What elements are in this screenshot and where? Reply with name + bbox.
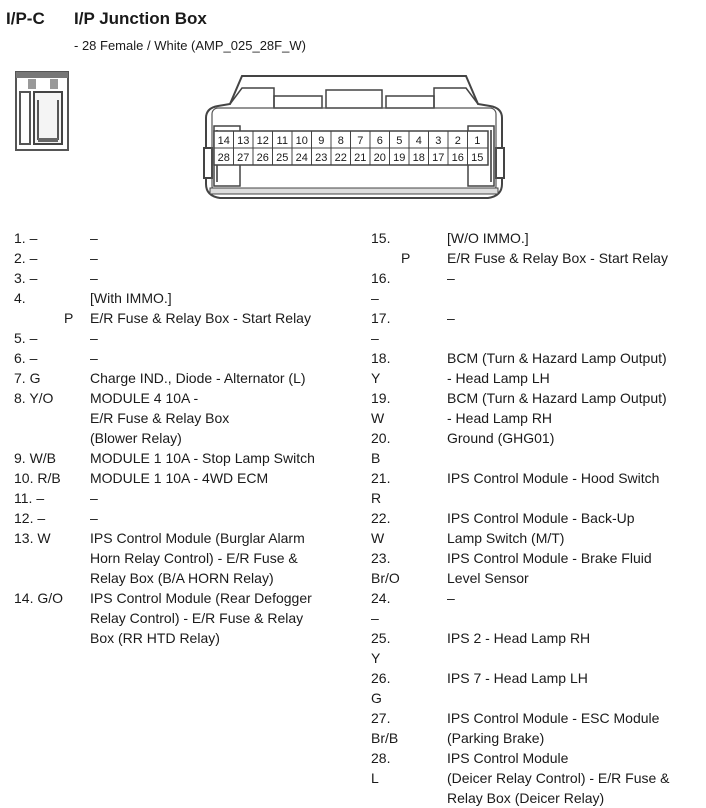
pin-description: IPS 2 - Head Lamp RH <box>447 630 591 646</box>
pin-wire-color <box>64 268 90 288</box>
pin-entry <box>14 348 360 368</box>
pin-wire-color <box>64 228 90 248</box>
pin-entry <box>14 528 360 588</box>
pin-entry <box>371 388 706 428</box>
connector-pin-number: 18 <box>412 152 425 164</box>
connector-pin-number: 7 <box>357 135 364 147</box>
pin-description: – <box>447 590 455 606</box>
pin-description: IPS Control Module - ESC Module (Parking Brake) <box>447 710 660 746</box>
connector-pin-number: 25 <box>276 152 289 164</box>
pin-description: E/R Fuse & Relay Box - Start Relay <box>90 310 311 326</box>
pin-entry <box>14 328 360 348</box>
pin-wire-color <box>64 328 90 348</box>
pin-entry <box>14 448 360 468</box>
connector-pin-number: 24 <box>295 152 308 164</box>
pin-description: Ground (GHG01) <box>447 430 555 446</box>
pin-number: 7. G <box>14 370 41 386</box>
pin-entry <box>371 668 706 708</box>
connector-pin-number: 12 <box>256 135 269 147</box>
pin-description: – <box>90 510 98 526</box>
connector-pin-number: 21 <box>354 152 367 164</box>
pin-number: 23. Br/O <box>371 550 400 586</box>
pin-entry <box>14 508 360 528</box>
pin-description: BCM (Turn & Hazard Lamp Output) - Head Lamp LH <box>447 350 667 386</box>
connector-pin-number: 13 <box>237 135 250 147</box>
pin-description: [With IMMO.] <box>90 290 172 306</box>
pin-wire-color <box>64 388 90 448</box>
pin-description: IPS Control Module - Back-Up Lamp Switch (M/T) <box>447 510 635 546</box>
pin-entry <box>371 228 706 248</box>
connector-pin-number: 15 <box>471 152 484 164</box>
pin-number: 10. R/B <box>14 470 61 486</box>
pin-wire-color <box>64 528 90 588</box>
pin-wire-color <box>401 708 447 748</box>
connector-pin-number: 20 <box>373 152 386 164</box>
pin-wire-color <box>64 468 90 488</box>
pin-number: 4. <box>14 290 26 306</box>
pin-number: 26. G <box>371 670 391 706</box>
pin-number: 3. – <box>14 270 38 286</box>
pin-description: IPS Control Module - Brake Fluid Level Sensor <box>447 550 652 586</box>
pin-wire-color: P <box>401 250 411 266</box>
pin-wire-color <box>64 368 90 388</box>
connector-pin-number: 14 <box>217 135 230 147</box>
pin-entry <box>371 428 706 468</box>
pin-number: 18. Y <box>371 350 391 386</box>
pin-description: IPS Control Module (Burglar Alarm Horn Relay Control) - E/R Fuse & Relay Box (B/A HORN Relay) <box>90 530 305 586</box>
pin-wire-color: P <box>64 310 74 326</box>
pin-entry <box>14 248 360 268</box>
page-title: I/P Junction Box <box>74 9 207 28</box>
pin-number: 22. W <box>371 510 391 546</box>
pin-description: IPS Control Module (Rear Defogger Relay Control) - E/R Fuse & Relay Box (RR HTD Relay) <box>90 590 312 646</box>
pin-list-right <box>371 228 706 808</box>
pin-entry <box>371 308 706 348</box>
pin-description: IPS Control Module - Hood Switch <box>447 470 660 486</box>
pin-number: 27. Br/B <box>371 710 399 746</box>
connector-face-diagram <box>202 68 506 202</box>
connector-pin-number: 27 <box>237 152 250 164</box>
pin-wire-color <box>401 388 447 428</box>
pin-entry <box>14 288 360 308</box>
pin-number: 1. – <box>14 230 38 246</box>
pin-description: – <box>90 490 98 506</box>
pin-wire-color <box>64 248 90 268</box>
pin-number: 8. Y/O <box>14 390 54 406</box>
connector-pin-number: 1 <box>474 135 481 147</box>
pin-entry <box>14 228 360 248</box>
pin-wire-color <box>401 668 447 708</box>
pin-wire-color <box>64 488 90 508</box>
pin-wire-color <box>401 228 447 248</box>
pin-number: 2. – <box>14 250 38 266</box>
pin-entry <box>14 368 360 388</box>
pin-wire-color <box>64 588 90 648</box>
connector-subtitle: - 28 Female / White (AMP_025_28F_W) <box>74 38 306 53</box>
connector-thumbnail <box>14 70 70 152</box>
pin-entry <box>371 248 706 268</box>
pin-wire-color <box>64 508 90 528</box>
pin-description: BCM (Turn & Hazard Lamp Output) - Head Lamp RH <box>447 390 667 426</box>
pin-description: E/R Fuse & Relay Box - Start Relay <box>447 250 668 266</box>
pin-number: 19. W <box>371 390 391 426</box>
connector-pin-number: 28 <box>217 152 230 164</box>
pin-wire-color <box>401 748 447 808</box>
pin-number: 11. – <box>14 490 45 506</box>
pin-description: MODULE 1 10A - 4WD ECM <box>90 470 269 486</box>
connector-pin-number: 23 <box>315 152 328 164</box>
pin-description: – <box>90 350 98 366</box>
pin-number <box>14 308 64 328</box>
pin-entry <box>371 748 706 808</box>
connector-code: I/P-C <box>6 9 45 28</box>
pin-wire-color <box>64 288 90 308</box>
pin-number: 15. <box>371 230 391 246</box>
pin-description: – <box>447 270 455 286</box>
pin-number: 13. W <box>14 530 51 546</box>
pin-description: IPS Control Module (Deicer Relay Control) - E/R Fuse & Relay Box (Deicer Relay) <box>447 750 670 806</box>
pin-number: 5. – <box>14 330 38 346</box>
pin-entry <box>371 628 706 668</box>
connector-pin-number: 6 <box>376 135 383 147</box>
pin-entry <box>14 468 360 488</box>
pin-number <box>371 248 401 268</box>
pin-entry <box>371 268 706 308</box>
pin-wire-color <box>401 628 447 668</box>
connector-pin-number: 9 <box>318 135 325 147</box>
pin-number: 12. – <box>14 510 46 526</box>
pin-entry <box>371 508 706 548</box>
connector-pin-number: 11 <box>276 135 288 147</box>
pin-entry <box>14 268 360 288</box>
pin-wire-color <box>401 588 447 628</box>
connector-pin-number: 26 <box>256 152 269 164</box>
pin-number: 9. W/B <box>14 450 57 466</box>
connector-pin-number: 8 <box>337 135 344 147</box>
pin-entry <box>14 388 360 448</box>
pin-wire-color <box>401 428 447 468</box>
connector-pin-number: 10 <box>295 135 308 147</box>
pin-description: [W/O IMMO.] <box>447 230 529 246</box>
pin-wire-color <box>401 468 447 508</box>
pin-description: MODULE 4 10A - E/R Fuse & Relay Box (Blower Relay) <box>90 390 230 446</box>
connector-pin-number: 22 <box>334 152 347 164</box>
pin-number: 21. R <box>371 470 391 506</box>
pin-number: 16. – <box>371 270 391 306</box>
pin-description: Charge IND., Diode - Alternator (L) <box>90 370 306 386</box>
pin-number: 25. Y <box>371 630 391 666</box>
pin-entry <box>371 588 706 628</box>
pin-list-left <box>14 228 360 648</box>
pin-entry <box>371 548 706 588</box>
pin-number: 17. – <box>371 310 391 346</box>
pin-wire-color <box>401 308 447 348</box>
pin-entry <box>14 308 360 328</box>
pin-wire-color <box>401 548 447 588</box>
connector-pin-number: 17 <box>432 152 445 164</box>
pin-number: 6. – <box>14 350 38 366</box>
pin-number: 24. – <box>371 590 391 626</box>
pin-entry <box>371 348 706 388</box>
pin-wire-color <box>401 508 447 548</box>
pin-description: – <box>90 230 98 246</box>
connector-pin-number: 5 <box>396 135 403 147</box>
pin-description: – <box>90 330 98 346</box>
pin-description: – <box>90 250 98 266</box>
pin-wire-color <box>401 268 447 308</box>
connector-pin-number: 4 <box>415 135 422 147</box>
pin-number: 20. B <box>371 430 391 466</box>
pin-entry <box>14 588 360 648</box>
pin-description: IPS 7 - Head Lamp LH <box>447 670 588 686</box>
pin-entry <box>371 468 706 508</box>
pin-description: – <box>447 310 455 326</box>
pin-wire-color <box>64 448 90 468</box>
connector-pin-number: 3 <box>435 135 442 147</box>
pin-number: 14. G/O <box>14 590 64 606</box>
pin-entry <box>371 708 706 748</box>
pin-entry <box>14 488 360 508</box>
pin-wire-color <box>64 348 90 368</box>
connector-pin-number: 2 <box>454 135 461 147</box>
connector-pin-number: 19 <box>393 152 406 164</box>
connector-pin-number: 16 <box>451 152 464 164</box>
pin-number: 28. L <box>371 750 391 786</box>
pin-description: MODULE 1 10A - Stop Lamp Switch <box>90 450 315 466</box>
pin-wire-color <box>401 348 447 388</box>
pin-description: – <box>90 270 98 286</box>
